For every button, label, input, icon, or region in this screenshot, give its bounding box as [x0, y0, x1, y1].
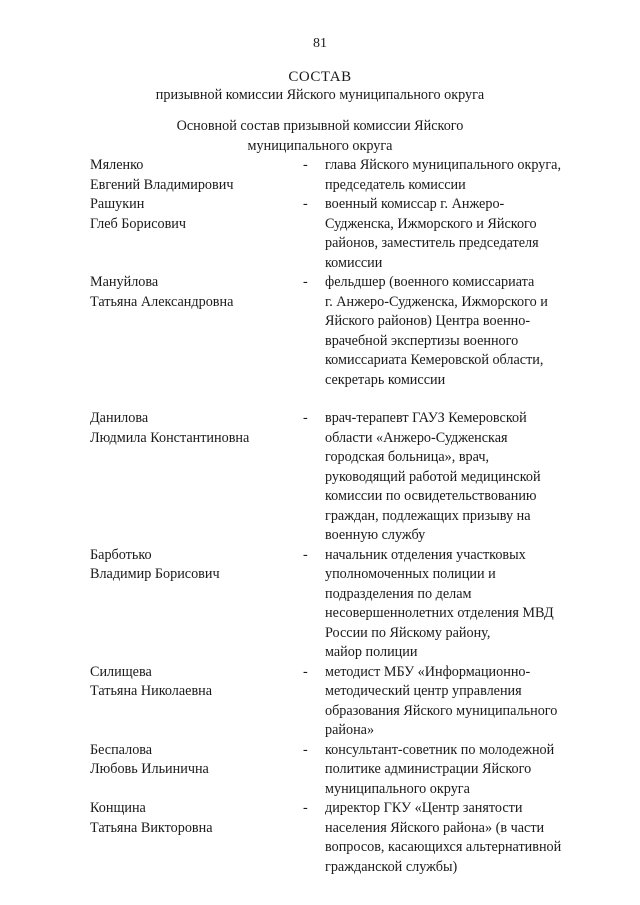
- member-surname: Мяленко: [90, 157, 144, 173]
- page-number: 81: [313, 36, 327, 51]
- member-given-names: Татьяна Александровна: [90, 293, 234, 310]
- member-surname: Барботько: [90, 546, 152, 563]
- section-title: [0, 117, 640, 156]
- section-title-line: муниципального округа: [247, 137, 393, 154]
- member-dash: -: [303, 274, 308, 290]
- member-row: [90, 409, 600, 546]
- member-dash: -: [303, 196, 308, 212]
- member-row: [90, 663, 600, 741]
- member-row: [90, 273, 600, 390]
- member-given-names: Людмила Константиновна: [90, 429, 250, 446]
- member-surname: Беспалова: [90, 741, 153, 758]
- member-row: [90, 195, 600, 273]
- member-dash: -: [303, 546, 308, 563]
- member-given-names: Глеб Борисович: [90, 215, 187, 232]
- member-role: методист МБУ «Информационно- методический центр управления образования Яйского муниципального района»: [325, 663, 558, 738]
- member-role: врач-терапевт ГАУЗ Кемеровской области «Анжеро-Судженская городская больница», врач, руководящий работой медицинской комиссии по освидетельствованию граждан, подлежащих призыву на военную службу: [325, 410, 541, 543]
- member-name: [90, 741, 303, 800]
- member-name: [90, 546, 303, 663]
- member-name: [90, 156, 303, 195]
- member-name: [90, 195, 303, 273]
- document-title: СОСТАВ: [288, 69, 352, 85]
- member-row: [90, 799, 600, 877]
- member-given-names: Любовь Ильинична: [90, 761, 209, 777]
- member-role: начальник отделения участковых уполномоченных полиции и подразделения по делам несовершеннолетних отделения МВД России по Яйскому району, майор полиции: [325, 546, 554, 660]
- member-dash: -: [303, 663, 308, 680]
- member-role: военный комиссар г. Анжеро- Судженска, Ижморского и Яйского районов, заместитель председателя комиссии: [325, 196, 539, 271]
- member-given-names: Татьяна Николаевна: [90, 683, 213, 699]
- member-surname: Данилова: [90, 410, 149, 426]
- members-list: [90, 156, 600, 877]
- member-row: [90, 741, 600, 800]
- member-row: [90, 156, 600, 195]
- document-subtitle: призывной комиссии Яйского муниципального округа: [155, 87, 485, 103]
- member-given-names: Евгений Владимирович: [90, 176, 234, 193]
- member-name: [90, 273, 303, 390]
- member-dash: -: [303, 741, 308, 758]
- member-role: директор ГКУ «Центр занятости населения Яйского района» (в части вопросов, касающихся альтернативной гражданской службы): [325, 800, 562, 875]
- member-surname: Мануйлова: [90, 274, 159, 290]
- member-role: консультант-советник по молодежной политике администрации Яйского муниципального округа: [325, 741, 555, 797]
- member-given-names: Владимир Борисович: [90, 566, 220, 582]
- member-surname: Силищева: [90, 663, 152, 680]
- member-name: [90, 663, 303, 741]
- member-surname: Рашукин: [90, 196, 145, 212]
- section-title-line: Основной состав призывной комиссии Яйского: [176, 118, 464, 134]
- member-role: фельдшер (военного комиссариата г. Анжеро-Судженска, Ижморского и Яйского районов) Центра военно- врачебной экспертизы военного комиссариата Кемеровской области, секретарь комиссии: [325, 274, 548, 388]
- member-dash: -: [303, 410, 308, 426]
- member-name: [90, 409, 303, 546]
- member-given-names: Татьяна Викторовна: [90, 819, 213, 836]
- member-row: [90, 546, 600, 663]
- member-dash: -: [303, 157, 308, 173]
- member-role: глава Яйского муниципального округа, председатель комиссии: [325, 157, 562, 193]
- member-dash: -: [303, 800, 308, 816]
- member-name: [90, 799, 303, 877]
- member-surname: Конщина: [90, 800, 146, 816]
